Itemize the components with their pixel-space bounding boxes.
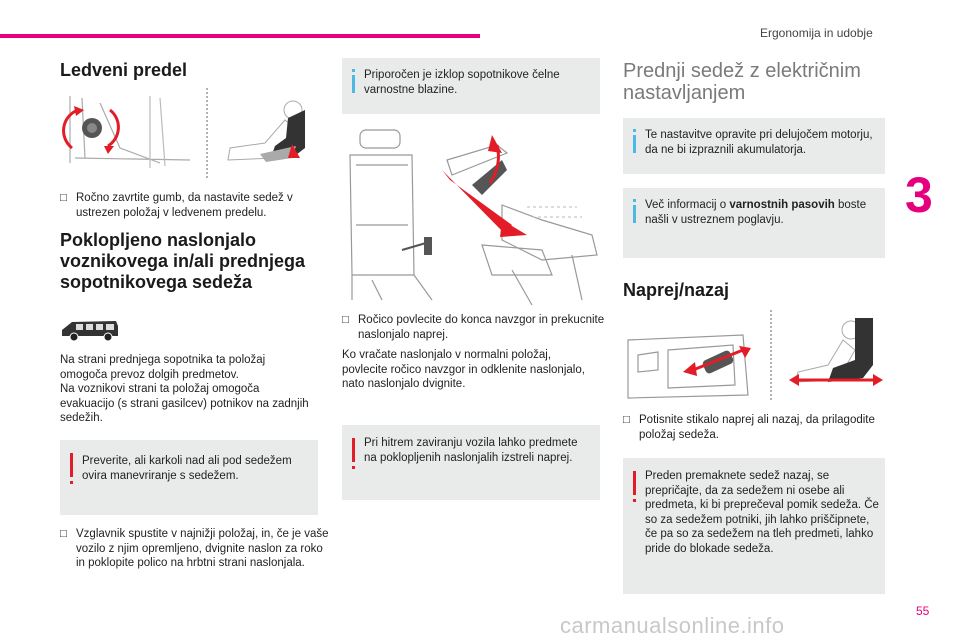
square-bullet-icon: □ — [60, 192, 67, 204]
section-header: Ergonomija in udobje — [760, 26, 873, 40]
headrest-instruction: □ Vzglavnik spustite v najnižji položaj, in, če je vaše vozilo z njim opremljeno, dvignite naslon za roko in poklopite polico na hrbtni strani naslonjala. — [60, 528, 329, 569]
lumbar-illustration — [60, 88, 310, 178]
info-text-1: Priporočen je izklop sopotnikove čelne varnostne blazine. — [364, 69, 560, 96]
watermark: carmanualsonline.info — [560, 613, 785, 638]
warning-text-3: Preden premaknete sedež nazaj, se prepričajte, da za sedežem ni osebe ali predmeta, ki bi preprečeval pomik sedeža. Če so za sedežem potniki, jih lahko priščipnete, če pa so za sedežem na tleh predmeti, lahko pride do blokade sedeža. — [645, 470, 879, 555]
info-text-3: Več informacij o varnostnih pasovih boste našli v ustreznem poglavju. — [645, 199, 867, 226]
warning-text-1: Preverite, ali karkoli nad ali pod sedežem ovira manevriranje s sedežem. — [82, 455, 292, 482]
fold-description: Na strani prednjega sopotnika ta položaj omogoča prevoz dolgih predmetov. Na voznikovi strani ta položaj omogoča evakuacijo (s strani gasilcev) potnikov na zadnjih sedežih. — [60, 354, 309, 424]
warning-box-3 — [623, 458, 885, 594]
electric-section-title: Prednji sedež z električnim nastavljanjem — [623, 60, 861, 104]
van-silhouette-icon — [60, 318, 120, 342]
info-text-2: Te nastavitve opravite pri delujočem motorju, da ne bi izpraznili akumulatorja. — [645, 129, 873, 156]
top-accent-bar — [0, 34, 480, 38]
warning-box-1 — [60, 440, 318, 515]
slide-instruction: □ Potisnite stikalo naprej ali nazaj, da prilagodite položaj sedeža. — [623, 414, 875, 441]
fold-section-title: Poklopljeno naslonjalo voznikovega in/ali prednjega sopotnikovega sedeža — [60, 230, 306, 292]
warning-box-2 — [342, 425, 600, 500]
chapter-number: 3 — [905, 167, 933, 223]
lever-instruction: □ Ročico povlecite do konca navzgor in prekucnite naslonjalo naprej. — [342, 314, 605, 341]
lumbar-section-title: Ledveni predel — [60, 60, 188, 80]
forward-section-title: Naprej/nazaj — [623, 280, 730, 300]
page-number: 55 — [916, 604, 930, 618]
return-description: Ko vračate naslonjalo v normalni položaj, povlecite ročico navzgor in odklenite naslonjalo, nato naslonjalo dvignite. — [342, 349, 585, 390]
square-bullet-icon: □ — [342, 314, 349, 326]
square-bullet-icon: □ — [623, 414, 630, 426]
seat-fold-illustration — [342, 125, 600, 305]
square-bullet-icon: □ — [60, 528, 67, 540]
seat-slide-illustration — [623, 310, 885, 402]
info-box-3 — [623, 188, 885, 258]
warning-text-2: Pri hitrem zaviranju vozila lahko predmete na poklopljenih naslonjalih izstreli naprej. — [364, 437, 578, 464]
info-box-2 — [623, 118, 885, 174]
info-box-1 — [342, 58, 600, 114]
lumbar-instruction: □ Ročno zavrtite gumb, da nastavite sedež v ustrezen položaj v ledvenem predelu. — [60, 192, 293, 219]
